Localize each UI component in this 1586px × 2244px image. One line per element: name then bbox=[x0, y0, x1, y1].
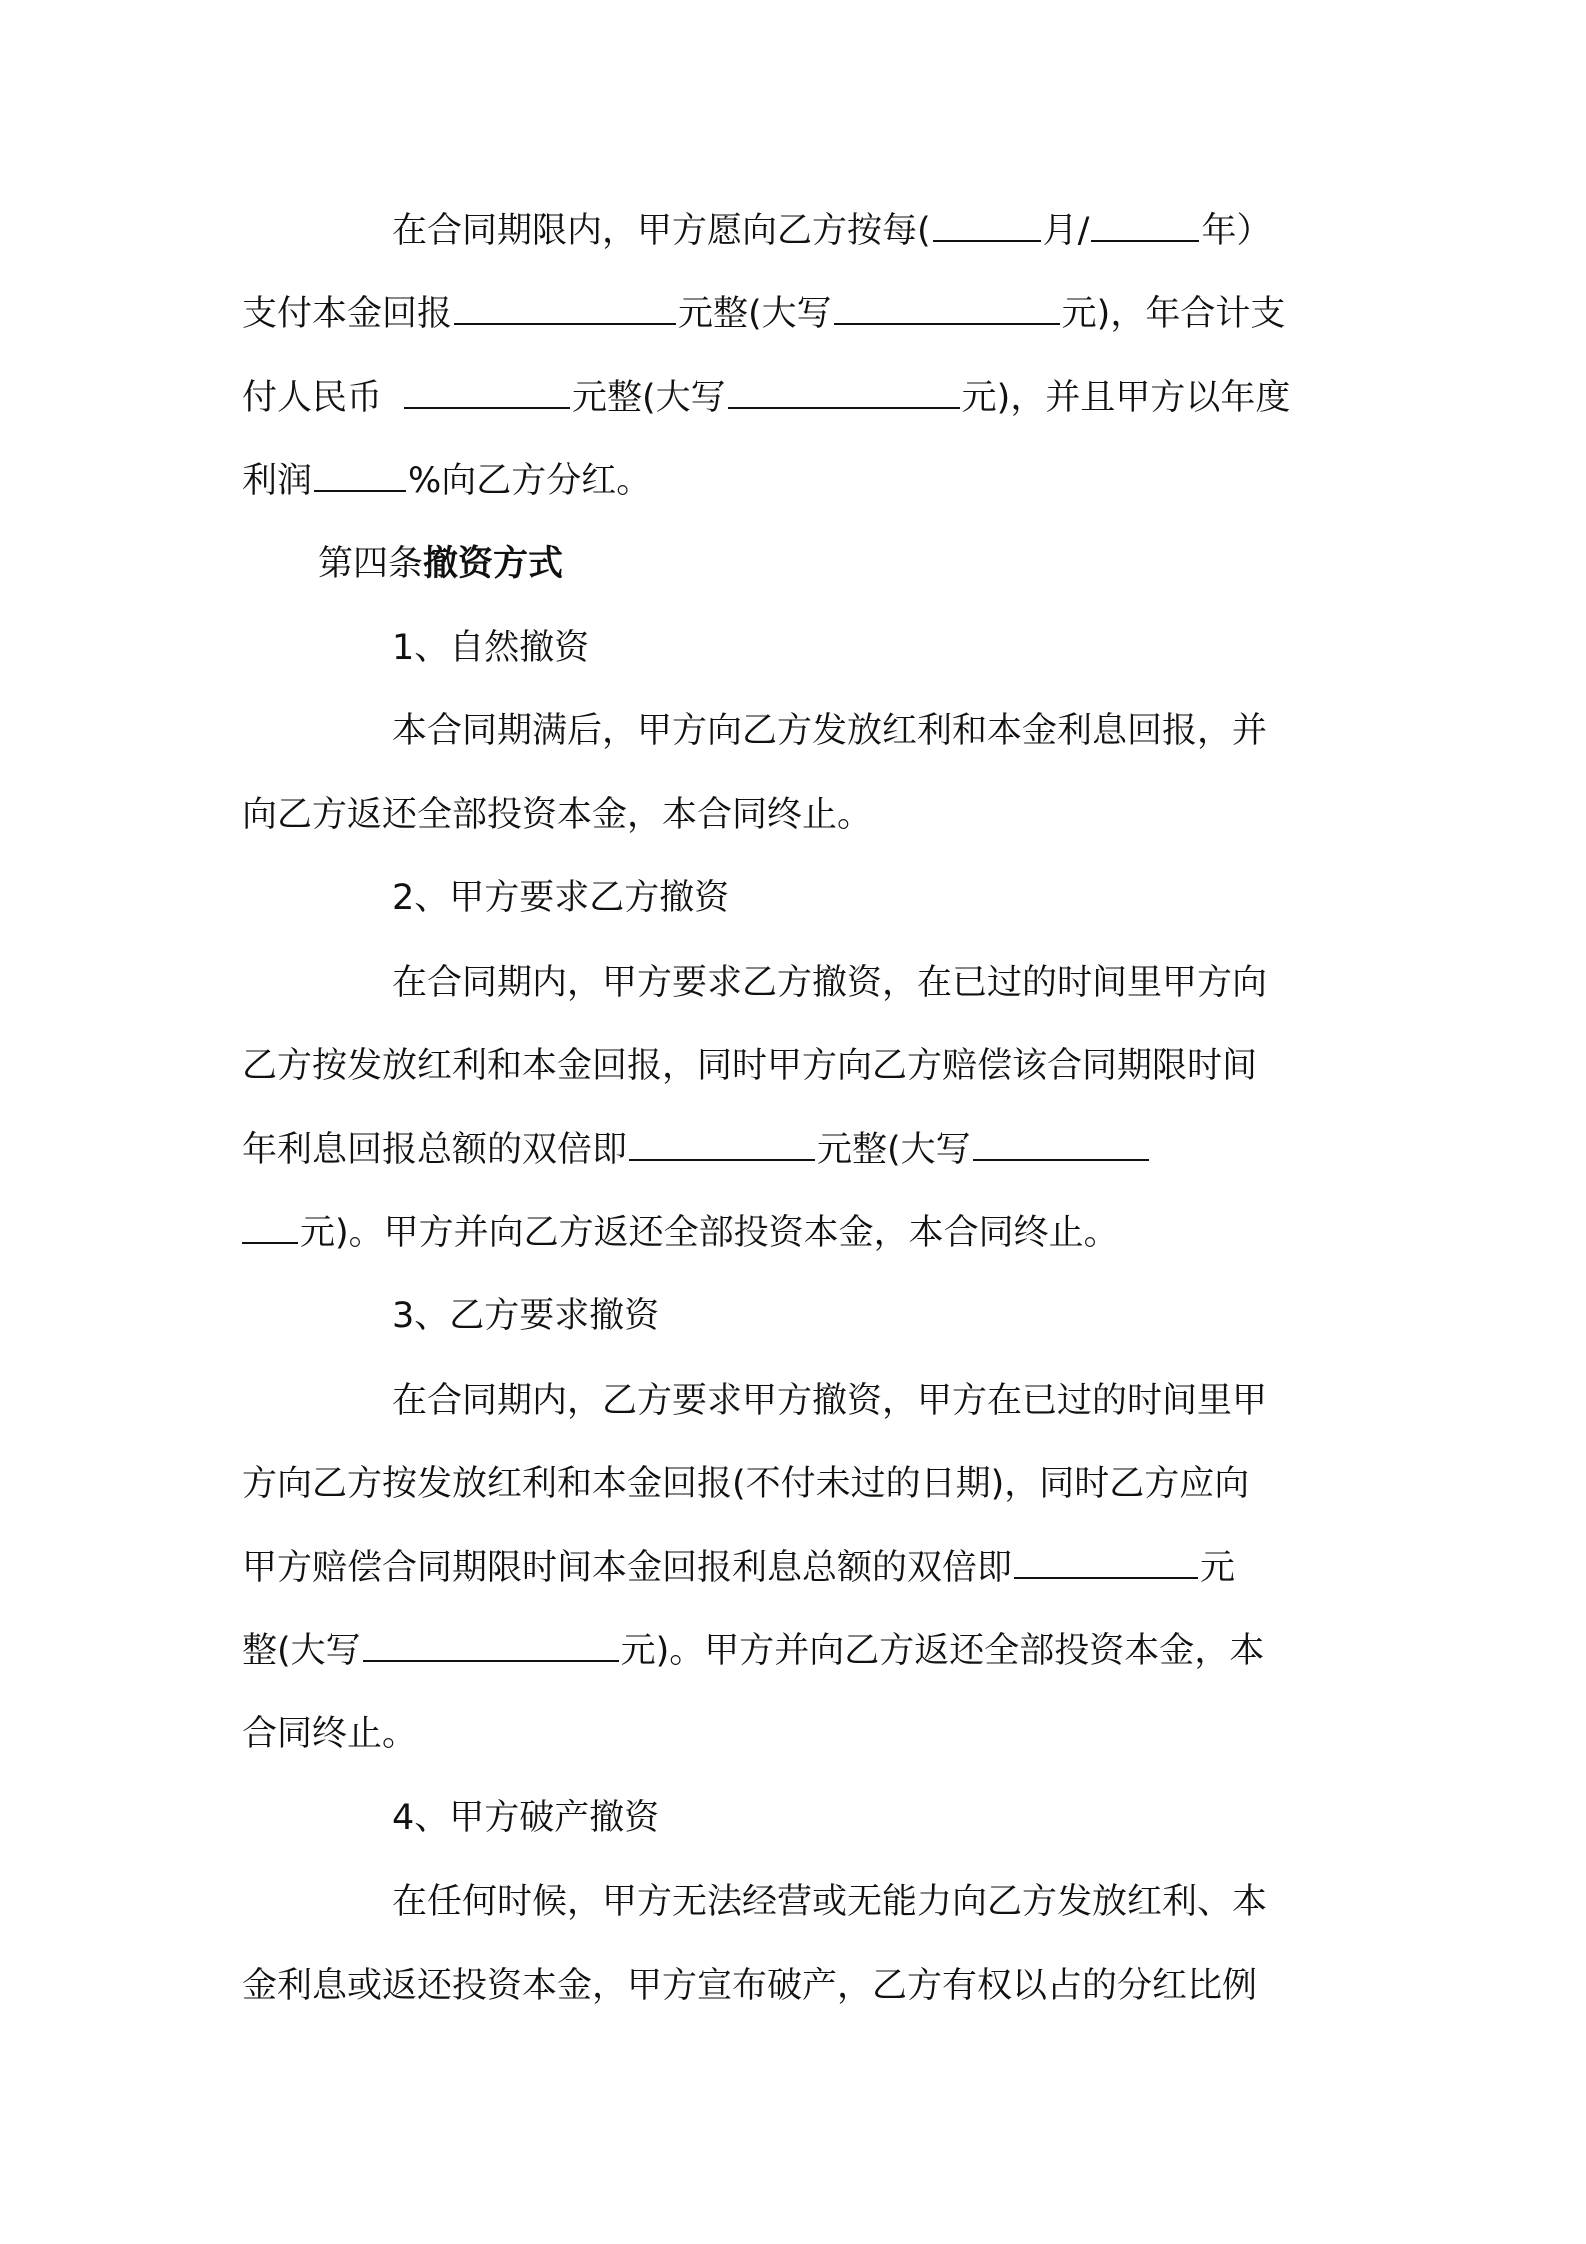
text-line bbox=[242, 1124, 1151, 1176]
text-run: 元整(大写 bbox=[678, 294, 832, 334]
item-heading: 2、甲方要求乙方撤资 bbox=[392, 878, 730, 918]
fill-blank bbox=[834, 289, 1060, 325]
text-line: 在合同期内，乙方要求甲方撤资，甲方在已过的时间里甲 bbox=[392, 1381, 1268, 1421]
article-title: 撤资方式 bbox=[423, 544, 564, 584]
fill-blank bbox=[454, 289, 676, 325]
fill-blank bbox=[404, 373, 570, 409]
text-line: 本合同期满后，甲方向乙方发放红利和本金利息回报，并 bbox=[392, 711, 1268, 751]
article-number: 第四条 bbox=[318, 544, 424, 584]
text-line: 在合同期内，甲方要求乙方撤资，在已过的时间里甲方向 bbox=[392, 963, 1268, 1003]
fill-blank bbox=[728, 373, 960, 409]
item-heading: 4、甲方破产撤资 bbox=[392, 1798, 660, 1838]
text-run: 元整(大写 bbox=[817, 1130, 971, 1170]
fill-blank bbox=[242, 1208, 298, 1244]
item-heading: 1、自然撤资 bbox=[392, 628, 590, 668]
text-line: 向乙方返还全部投资本金，本合同终止。 bbox=[242, 795, 873, 835]
text-line bbox=[242, 288, 1285, 340]
text-line bbox=[392, 205, 1271, 257]
text-line: 在任何时候，甲方无法经营或无能力向乙方发放红利、本 bbox=[392, 1882, 1268, 1922]
text-run: 月/ bbox=[1042, 211, 1090, 251]
fill-blank bbox=[1091, 206, 1199, 242]
text-line bbox=[242, 1207, 1119, 1259]
text-line: 金利息或返还投资本金，甲方宣布破产，乙方有权以占的分红比例 bbox=[242, 1966, 1258, 2006]
text-run: 在合同期限内，甲方愿向乙方按每( bbox=[392, 211, 931, 251]
text-line bbox=[242, 455, 651, 507]
text-run: 年） bbox=[1201, 211, 1272, 251]
text-line bbox=[242, 1542, 1235, 1594]
fill-blank bbox=[973, 1125, 1149, 1161]
text-run: 付人民币 bbox=[242, 378, 383, 418]
text-line: 乙方按发放红利和本金回报，同时甲方向乙方赔偿该合同期限时间 bbox=[242, 1046, 1258, 1086]
item-heading: 3、乙方要求撤资 bbox=[392, 1296, 660, 1336]
text-line bbox=[242, 1625, 1264, 1677]
fill-blank bbox=[314, 456, 406, 492]
text-line: 方向乙方按发放红利和本金回报(不付未过的日期)，同时乙方应向 bbox=[242, 1464, 1250, 1504]
text-run: 整(大写 bbox=[242, 1631, 361, 1671]
text-run: 年利息回报总额的双倍即 bbox=[242, 1130, 628, 1170]
fill-blank bbox=[629, 1125, 815, 1161]
fill-blank bbox=[933, 206, 1041, 242]
article-heading bbox=[318, 538, 563, 590]
text-run: %向乙方分红。 bbox=[408, 461, 652, 501]
text-run: 元)，并且甲方以年度 bbox=[961, 378, 1291, 418]
text-run: 元)，年合计支 bbox=[1061, 294, 1286, 334]
text-run: 利润 bbox=[242, 461, 313, 501]
text-run: 元)。甲方并向乙方返还全部投资本金，本合同终止。 bbox=[300, 1213, 1119, 1253]
text-line: 合同终止。 bbox=[242, 1714, 418, 1754]
text-run: 元)。甲方并向乙方返还全部投资本金，本 bbox=[620, 1631, 1265, 1671]
text-run: 元 bbox=[1200, 1548, 1236, 1588]
text-run: 支付本金回报 bbox=[242, 294, 453, 334]
fill-blank bbox=[363, 1626, 619, 1662]
text-run: 元整(大写 bbox=[572, 378, 726, 418]
text-line bbox=[242, 372, 1290, 424]
text-run: 甲方赔偿合同期限时间本金回报利息总额的双倍即 bbox=[242, 1548, 1013, 1588]
fill-blank bbox=[1014, 1543, 1198, 1579]
